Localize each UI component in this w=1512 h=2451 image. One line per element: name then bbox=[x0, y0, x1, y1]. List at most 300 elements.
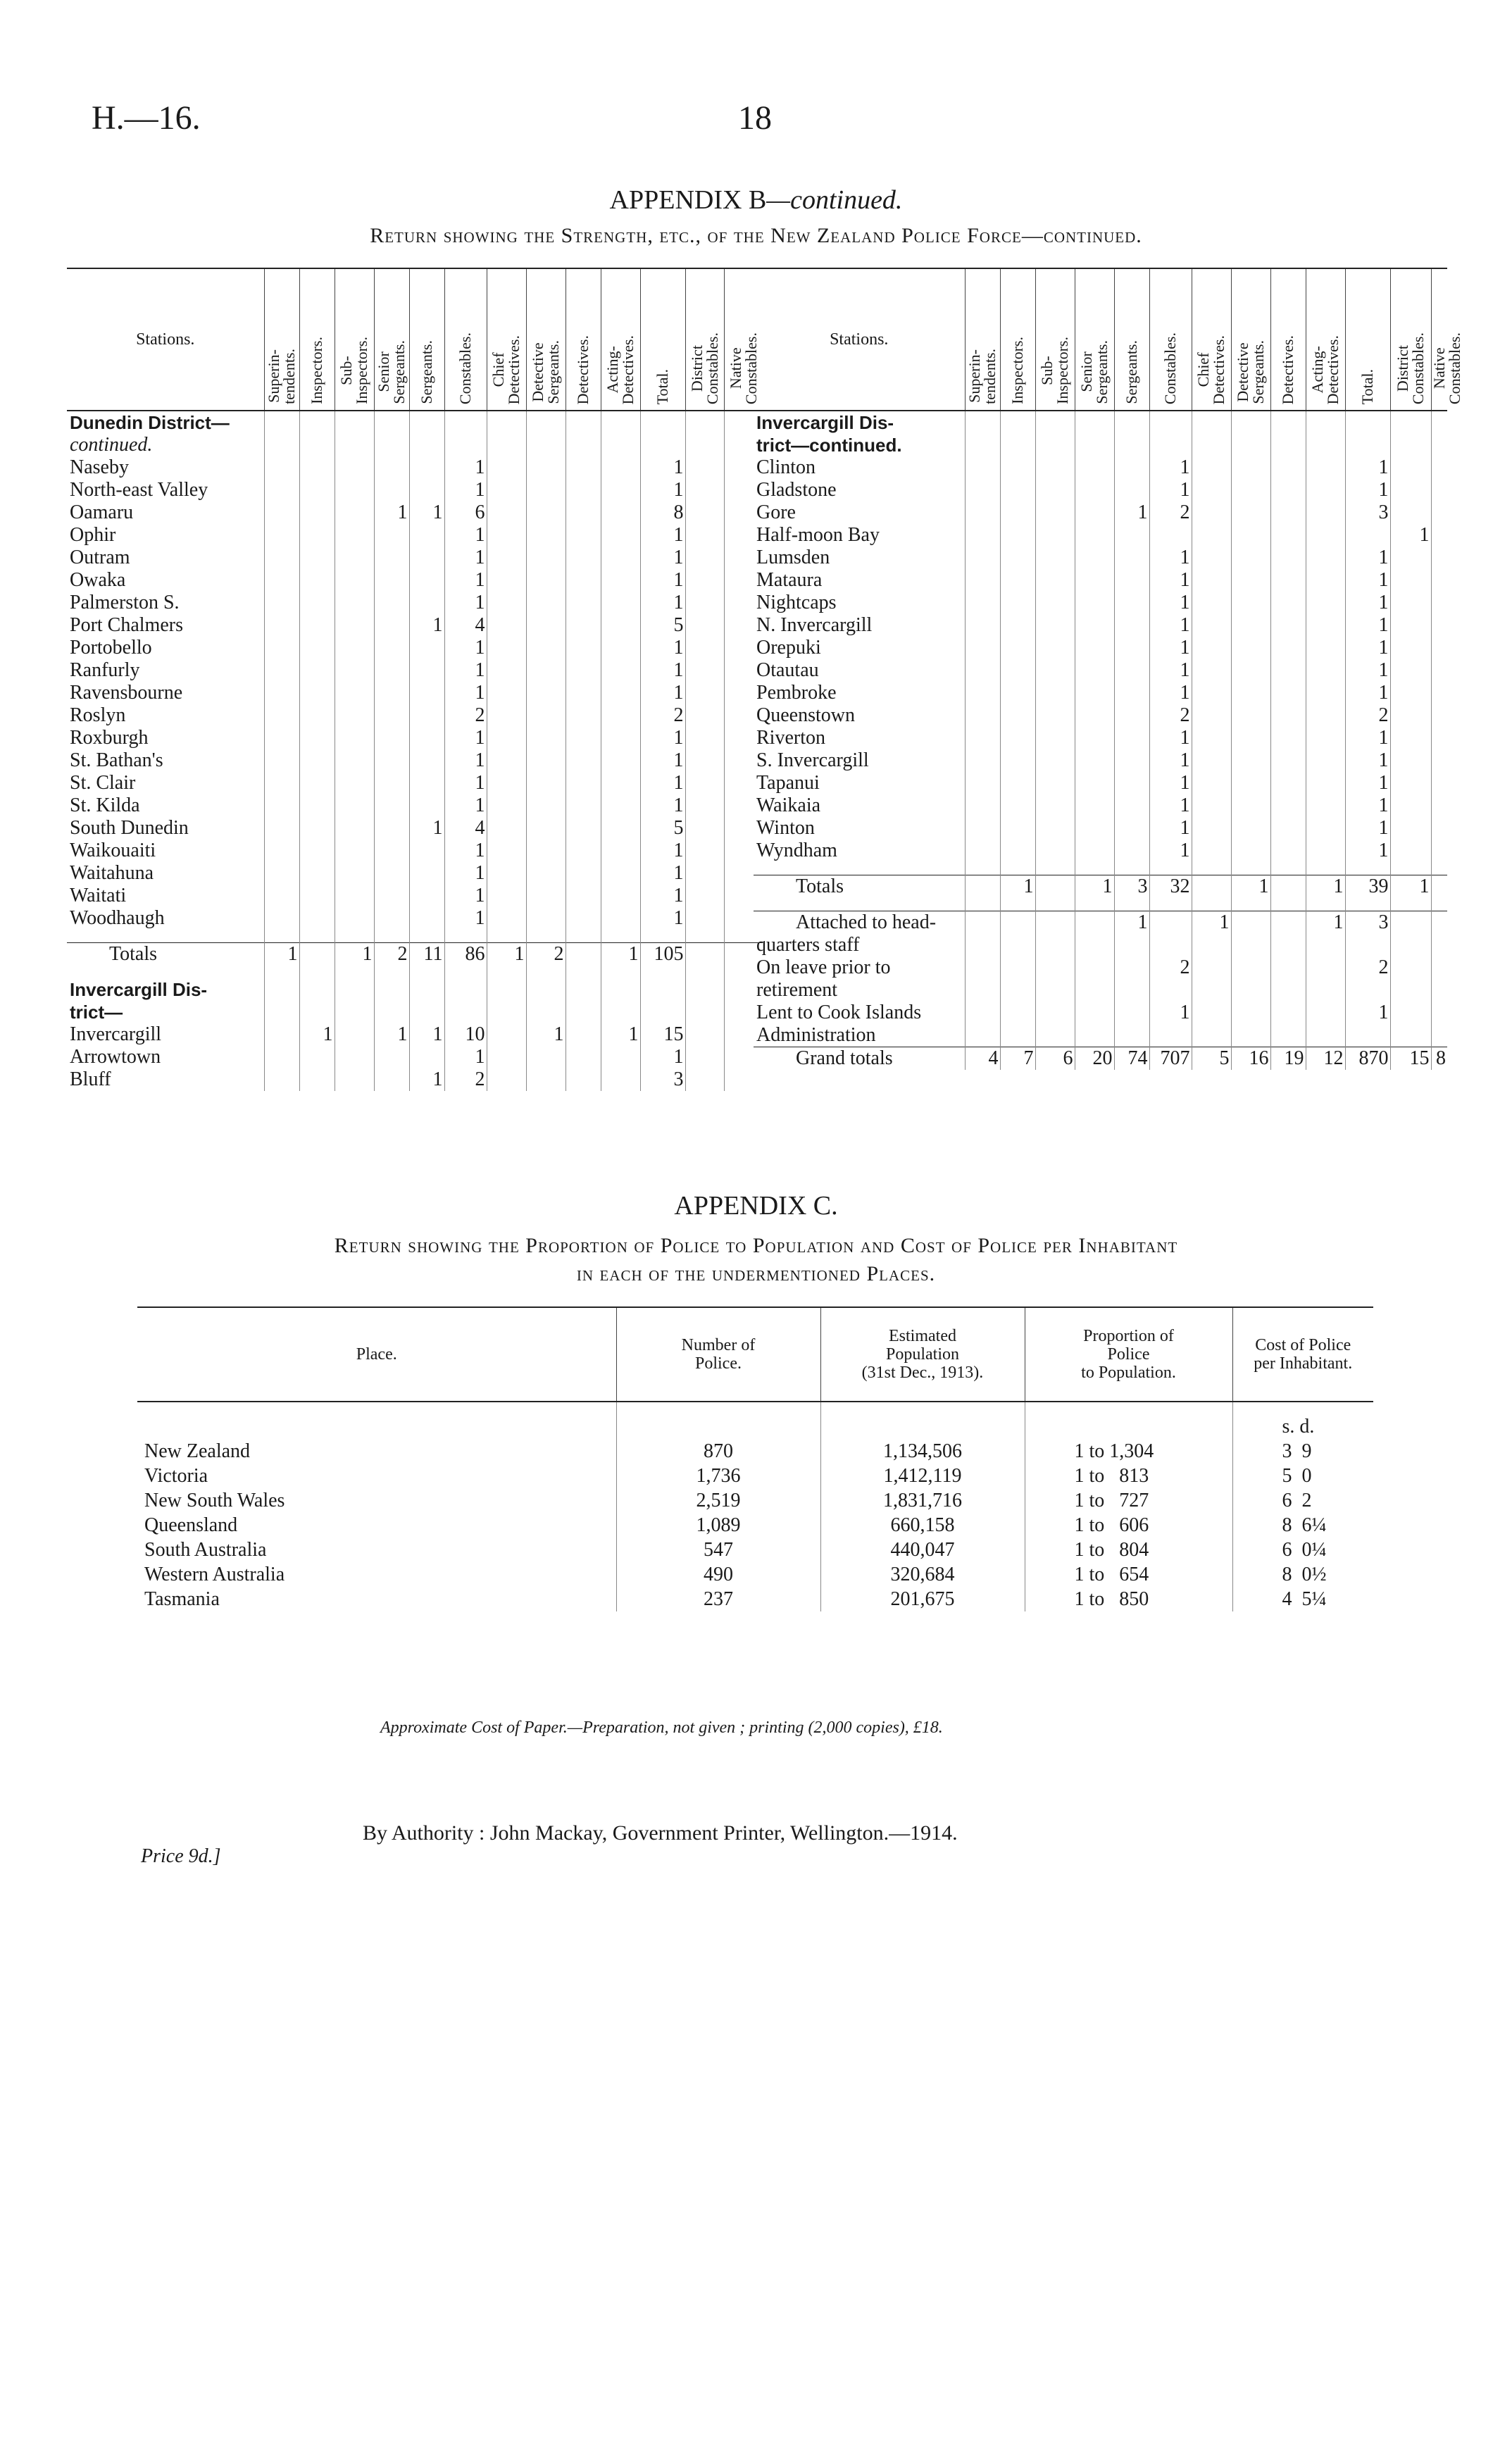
column-header bbox=[335, 268, 374, 411]
count-cell bbox=[566, 614, 601, 637]
count-cell bbox=[1035, 956, 1075, 979]
count-cell bbox=[1114, 979, 1149, 1002]
column-header bbox=[1345, 268, 1390, 411]
count-cell bbox=[1270, 727, 1306, 749]
police-cell: 237 bbox=[616, 1587, 820, 1611]
station-name bbox=[754, 898, 965, 911]
strength-table-left bbox=[67, 268, 763, 1091]
count-cell bbox=[1231, 862, 1270, 875]
count-cell bbox=[1270, 749, 1306, 772]
count-cell bbox=[487, 840, 526, 862]
proportion-cell: 1 to 654 bbox=[1025, 1562, 1232, 1587]
count-cell bbox=[1345, 898, 1390, 911]
station-name: Lent to Cook Islands bbox=[756, 1002, 922, 1023]
count-cell bbox=[1231, 479, 1270, 501]
count-cell bbox=[685, 411, 724, 434]
count-cell: 1 bbox=[1306, 875, 1345, 899]
count-cell bbox=[374, 1068, 409, 1091]
count-cell: 1 bbox=[640, 547, 685, 569]
count-cell bbox=[1075, 862, 1114, 875]
count-cell bbox=[1306, 772, 1345, 794]
table-row bbox=[754, 704, 1447, 727]
station-name: North-east Valley bbox=[70, 479, 208, 501]
count-cell bbox=[1149, 434, 1192, 456]
count-cell: 1 bbox=[640, 479, 685, 501]
count-cell bbox=[566, 1046, 601, 1068]
count-cell bbox=[1231, 524, 1270, 547]
column-header: Stations. bbox=[830, 330, 889, 349]
count-cell: 1 bbox=[1306, 911, 1345, 935]
column-header bbox=[409, 268, 444, 411]
column-header bbox=[264, 268, 299, 411]
count-cell bbox=[374, 524, 409, 547]
table-row bbox=[754, 614, 1447, 637]
count-cell bbox=[526, 456, 566, 479]
count-cell: 3 bbox=[640, 1068, 685, 1091]
count-cell bbox=[1000, 979, 1035, 1002]
count-cell bbox=[1075, 979, 1114, 1002]
table-row bbox=[754, 524, 1447, 547]
count-cell bbox=[409, 524, 444, 547]
table-row bbox=[67, 479, 763, 501]
district-heading-row bbox=[67, 411, 763, 434]
count-cell: 707 bbox=[1149, 1047, 1192, 1071]
count-cell bbox=[1345, 434, 1390, 456]
count-cell bbox=[487, 1001, 526, 1023]
count-cell bbox=[1075, 840, 1114, 862]
count-cell bbox=[1035, 592, 1075, 614]
count-cell bbox=[640, 434, 685, 456]
count-cell bbox=[685, 907, 724, 930]
count-cell bbox=[601, 966, 640, 978]
count-cell: 2 bbox=[1149, 956, 1192, 979]
count-cell bbox=[1390, 456, 1431, 479]
count-cell bbox=[566, 569, 601, 592]
count-cell bbox=[1035, 817, 1075, 840]
count-cell bbox=[1035, 547, 1075, 569]
count-cell bbox=[487, 659, 526, 682]
count-cell bbox=[1035, 979, 1075, 1002]
count-cell bbox=[965, 682, 1000, 704]
count-cell bbox=[487, 1023, 526, 1046]
count-cell bbox=[640, 966, 685, 978]
station-name: Waitati bbox=[70, 885, 127, 906]
count-cell bbox=[965, 934, 1000, 956]
count-cell bbox=[1431, 898, 1447, 911]
station-name: Roslyn bbox=[70, 704, 126, 726]
count-cell bbox=[409, 411, 444, 434]
count-cell bbox=[264, 682, 299, 704]
table-row bbox=[67, 637, 763, 659]
count-cell bbox=[1035, 934, 1075, 956]
count-cell bbox=[601, 727, 640, 749]
count-cell: 2 bbox=[526, 943, 566, 966]
table-row bbox=[754, 479, 1447, 501]
column-header-label: Senior Sergeants. bbox=[375, 340, 408, 404]
count-cell bbox=[566, 456, 601, 479]
column-header bbox=[487, 268, 526, 411]
count-cell bbox=[1306, 434, 1345, 456]
count-cell bbox=[1306, 637, 1345, 659]
count-cell: 1 bbox=[1149, 727, 1192, 749]
population-cell: 201,675 bbox=[820, 1587, 1025, 1611]
count-cell bbox=[526, 772, 566, 794]
count-cell: 1 bbox=[1192, 911, 1231, 935]
count-cell: 1 bbox=[640, 569, 685, 592]
count-cell bbox=[1075, 898, 1114, 911]
count-cell bbox=[335, 978, 374, 1001]
count-cell bbox=[1035, 434, 1075, 456]
count-cell bbox=[299, 547, 335, 569]
count-cell bbox=[965, 749, 1000, 772]
count-cell bbox=[1431, 456, 1447, 479]
count-cell bbox=[335, 659, 374, 682]
count-cell bbox=[374, 682, 409, 704]
count-cell bbox=[1270, 1002, 1306, 1024]
count-cell bbox=[1306, 749, 1345, 772]
column-header-label: Acting- Detectives. bbox=[1308, 335, 1342, 404]
count-cell bbox=[1035, 840, 1075, 862]
column-header-label: District Constables. bbox=[1394, 332, 1427, 404]
column-header-label: Inspectors. bbox=[1008, 337, 1026, 404]
count-cell bbox=[374, 592, 409, 614]
count-cell bbox=[1231, 637, 1270, 659]
count-cell: 1 bbox=[1114, 911, 1149, 935]
count-cell bbox=[299, 943, 335, 966]
count-cell bbox=[601, 704, 640, 727]
table-row bbox=[67, 614, 763, 637]
count-cell bbox=[640, 1001, 685, 1023]
count-cell bbox=[1270, 411, 1306, 434]
count-cell: 1 bbox=[640, 1046, 685, 1068]
count-cell bbox=[1000, 434, 1035, 456]
table-row bbox=[67, 727, 763, 749]
count-cell bbox=[526, 569, 566, 592]
count-cell bbox=[685, 943, 724, 966]
count-cell bbox=[1390, 840, 1431, 862]
count-cell bbox=[1192, 817, 1231, 840]
table-row bbox=[754, 794, 1447, 817]
count-cell bbox=[1114, 411, 1149, 434]
count-cell bbox=[601, 749, 640, 772]
count-cell bbox=[264, 749, 299, 772]
count-cell bbox=[566, 978, 601, 1001]
count-cell bbox=[965, 434, 1000, 456]
units-cell bbox=[820, 1402, 1025, 1439]
count-cell bbox=[566, 1068, 601, 1091]
place-cell: Queensland bbox=[144, 1514, 238, 1536]
count-cell bbox=[1075, 911, 1114, 935]
count-cell bbox=[566, 840, 601, 862]
count-cell bbox=[1431, 614, 1447, 637]
count-cell bbox=[1000, 704, 1035, 727]
station-name: Gladstone bbox=[756, 479, 837, 501]
count-cell: 1 bbox=[1345, 727, 1390, 749]
column-header bbox=[1075, 268, 1114, 411]
count-cell bbox=[409, 794, 444, 817]
column-header-label: Sub- Inspectors. bbox=[337, 337, 370, 404]
appendix-b-title bbox=[0, 185, 1512, 216]
count-cell: 3 bbox=[1345, 911, 1390, 935]
station-name: Naseby bbox=[70, 456, 129, 478]
count-cell: 1 bbox=[1149, 569, 1192, 592]
count-cell bbox=[374, 966, 409, 978]
count-cell bbox=[487, 682, 526, 704]
units-cell bbox=[1025, 1402, 1232, 1439]
count-cell: 1 bbox=[640, 885, 685, 907]
station-name: Bluff bbox=[70, 1068, 111, 1090]
count-cell bbox=[1390, 547, 1431, 569]
police-cell: 1,736 bbox=[616, 1464, 820, 1488]
count-cell bbox=[264, 569, 299, 592]
count-cell bbox=[1192, 659, 1231, 682]
count-cell bbox=[487, 727, 526, 749]
table-row bbox=[754, 862, 1447, 875]
district-heading-row bbox=[67, 434, 763, 456]
table-row bbox=[67, 749, 763, 772]
column-header-label: Sergeants. bbox=[1123, 340, 1140, 404]
count-cell bbox=[1000, 1024, 1035, 1047]
count-cell bbox=[965, 727, 1000, 749]
appendix-c-title: APPENDIX C. bbox=[674, 1191, 838, 1221]
count-cell bbox=[526, 411, 566, 434]
count-cell bbox=[1306, 592, 1345, 614]
count-cell bbox=[1114, 637, 1149, 659]
population-cell: 1,134,506 bbox=[820, 1439, 1025, 1464]
count-cell: 2 bbox=[640, 704, 685, 727]
count-cell bbox=[299, 862, 335, 885]
count-cell bbox=[409, 547, 444, 569]
count-cell bbox=[1075, 749, 1114, 772]
count-cell bbox=[601, 569, 640, 592]
count-cell bbox=[374, 930, 409, 943]
count-cell bbox=[409, 592, 444, 614]
count-cell bbox=[409, 978, 444, 1001]
count-cell bbox=[335, 501, 374, 524]
count-cell: 2 bbox=[1345, 956, 1390, 979]
count-cell bbox=[685, 817, 724, 840]
count-cell: 1 bbox=[264, 943, 299, 966]
count-cell bbox=[965, 862, 1000, 875]
count-cell bbox=[487, 614, 526, 637]
column-header-label: Chief Detectives. bbox=[489, 335, 523, 404]
count-cell bbox=[1114, 862, 1149, 875]
column-header-label: Sub- Inspectors. bbox=[1038, 337, 1071, 404]
count-cell bbox=[685, 637, 724, 659]
count-cell: 1 bbox=[640, 637, 685, 659]
strength-table-right-body bbox=[754, 411, 1447, 1070]
count-cell bbox=[1000, 637, 1035, 659]
count-cell bbox=[1431, 934, 1447, 956]
count-cell bbox=[444, 930, 487, 943]
count-cell bbox=[526, 682, 566, 704]
count-cell bbox=[601, 682, 640, 704]
cost-cell: 5 0 bbox=[1232, 1464, 1373, 1488]
count-cell bbox=[1000, 524, 1035, 547]
station-name: continued. bbox=[70, 434, 153, 456]
count-cell bbox=[1431, 979, 1447, 1002]
count-cell bbox=[299, 772, 335, 794]
count-cell: 1 bbox=[444, 862, 487, 885]
count-cell bbox=[1231, 456, 1270, 479]
count-cell bbox=[640, 978, 685, 1001]
count-cell bbox=[1231, 1024, 1270, 1047]
count-cell: 2 bbox=[444, 1068, 487, 1091]
column-header bbox=[526, 268, 566, 411]
count-cell bbox=[335, 794, 374, 817]
count-cell bbox=[1035, 727, 1075, 749]
strength-table-right bbox=[754, 268, 1463, 1070]
count-cell bbox=[566, 772, 601, 794]
count-cell: 1 bbox=[526, 1023, 566, 1046]
count-cell bbox=[965, 704, 1000, 727]
units-cell bbox=[137, 1402, 616, 1439]
page-number: 18 bbox=[738, 99, 772, 137]
station-name: On leave prior to bbox=[756, 956, 891, 978]
count-cell bbox=[1390, 411, 1431, 434]
count-cell bbox=[1306, 682, 1345, 704]
count-cell bbox=[685, 930, 724, 943]
column-header bbox=[1114, 268, 1149, 411]
count-cell bbox=[1431, 659, 1447, 682]
count-cell bbox=[1431, 875, 1447, 899]
count-cell bbox=[1306, 569, 1345, 592]
table-row bbox=[754, 898, 1447, 911]
count-cell bbox=[1306, 862, 1345, 875]
station-name: Clinton bbox=[756, 456, 816, 478]
count-cell bbox=[601, 794, 640, 817]
strength-table-left-body bbox=[67, 411, 763, 1091]
count-cell bbox=[1231, 934, 1270, 956]
station-name: Wyndham bbox=[756, 840, 837, 861]
count-cell bbox=[1114, 817, 1149, 840]
count-cell bbox=[1306, 479, 1345, 501]
count-cell bbox=[1306, 659, 1345, 682]
count-cell bbox=[1192, 794, 1231, 817]
count-cell: 1 bbox=[1345, 637, 1390, 659]
count-cell bbox=[374, 479, 409, 501]
count-cell bbox=[1114, 456, 1149, 479]
count-cell bbox=[1114, 1002, 1149, 1024]
count-cell bbox=[601, 456, 640, 479]
count-cell bbox=[1035, 614, 1075, 637]
count-cell bbox=[1192, 727, 1231, 749]
station-name: South Dunedin bbox=[70, 817, 189, 839]
column-header: Stations. bbox=[136, 330, 195, 349]
count-cell bbox=[1075, 411, 1114, 434]
count-cell bbox=[1431, 817, 1447, 840]
count-cell bbox=[1192, 682, 1231, 704]
station-name: Woodhaugh bbox=[70, 907, 165, 929]
count-cell: 2 bbox=[1345, 704, 1390, 727]
cost-cell: 4 5¼ bbox=[1232, 1587, 1373, 1611]
count-cell bbox=[566, 659, 601, 682]
table-row bbox=[67, 547, 763, 569]
count-cell bbox=[409, 966, 444, 978]
count-cell bbox=[409, 727, 444, 749]
place-cell: South Australia bbox=[144, 1539, 267, 1561]
count-cell bbox=[1270, 704, 1306, 727]
count-cell bbox=[1075, 1002, 1114, 1024]
count-cell bbox=[965, 501, 1000, 524]
count-cell bbox=[299, 659, 335, 682]
count-cell bbox=[374, 637, 409, 659]
column-header bbox=[640, 268, 685, 411]
count-cell: 1 bbox=[1149, 794, 1192, 817]
count-cell bbox=[1390, 772, 1431, 794]
count-cell bbox=[444, 1001, 487, 1023]
count-cell bbox=[409, 885, 444, 907]
table-row bbox=[67, 930, 763, 943]
station-name: S. Invercargill bbox=[756, 749, 869, 771]
count-cell bbox=[1114, 569, 1149, 592]
count-cell bbox=[335, 1023, 374, 1046]
station-name bbox=[67, 966, 264, 978]
count-cell: 1 bbox=[1345, 840, 1390, 862]
station-name: Ravensbourne bbox=[70, 682, 183, 704]
table-row bbox=[67, 592, 763, 614]
count-cell bbox=[1431, 501, 1447, 524]
count-cell bbox=[487, 434, 526, 456]
count-cell bbox=[1192, 411, 1231, 434]
column-header bbox=[1000, 268, 1035, 411]
count-cell bbox=[1306, 704, 1345, 727]
count-cell bbox=[264, 1046, 299, 1068]
count-cell: 1 bbox=[409, 501, 444, 524]
count-cell bbox=[1192, 749, 1231, 772]
police-cell: 1,089 bbox=[616, 1513, 820, 1538]
cost-cell: 6 0¼ bbox=[1232, 1538, 1373, 1562]
count-cell bbox=[1270, 934, 1306, 956]
count-cell: 32 bbox=[1149, 875, 1192, 899]
table-row bbox=[67, 817, 763, 840]
count-cell: 16 bbox=[1231, 1047, 1270, 1071]
count-cell bbox=[409, 434, 444, 456]
count-cell: 1 bbox=[1345, 659, 1390, 682]
station-name: Oamaru bbox=[70, 501, 134, 523]
count-cell bbox=[566, 547, 601, 569]
count-cell bbox=[1035, 1002, 1075, 1024]
count-cell bbox=[264, 659, 299, 682]
column-header bbox=[1306, 268, 1345, 411]
count-cell bbox=[685, 456, 724, 479]
column-header: Number of Police. bbox=[616, 1307, 820, 1402]
count-cell bbox=[965, 547, 1000, 569]
count-cell: 15 bbox=[640, 1023, 685, 1046]
count-cell bbox=[1306, 1024, 1345, 1047]
count-cell: 1 bbox=[444, 592, 487, 614]
count-cell bbox=[601, 411, 640, 434]
count-cell bbox=[685, 862, 724, 885]
count-cell bbox=[1231, 840, 1270, 862]
count-cell bbox=[1431, 524, 1447, 547]
count-cell bbox=[724, 1068, 763, 1091]
count-cell: 1 bbox=[1149, 547, 1192, 569]
count-cell bbox=[264, 592, 299, 614]
count-cell: 1 bbox=[1345, 682, 1390, 704]
count-cell: 1 bbox=[444, 1046, 487, 1068]
count-cell bbox=[409, 907, 444, 930]
count-cell: 1 bbox=[640, 794, 685, 817]
count-cell: 1 bbox=[1149, 614, 1192, 637]
count-cell bbox=[299, 978, 335, 1001]
table-row bbox=[754, 934, 1447, 956]
count-cell bbox=[1075, 524, 1114, 547]
count-cell bbox=[264, 524, 299, 547]
count-cell bbox=[335, 614, 374, 637]
count-cell: 1 bbox=[444, 637, 487, 659]
count-cell bbox=[1192, 875, 1231, 899]
